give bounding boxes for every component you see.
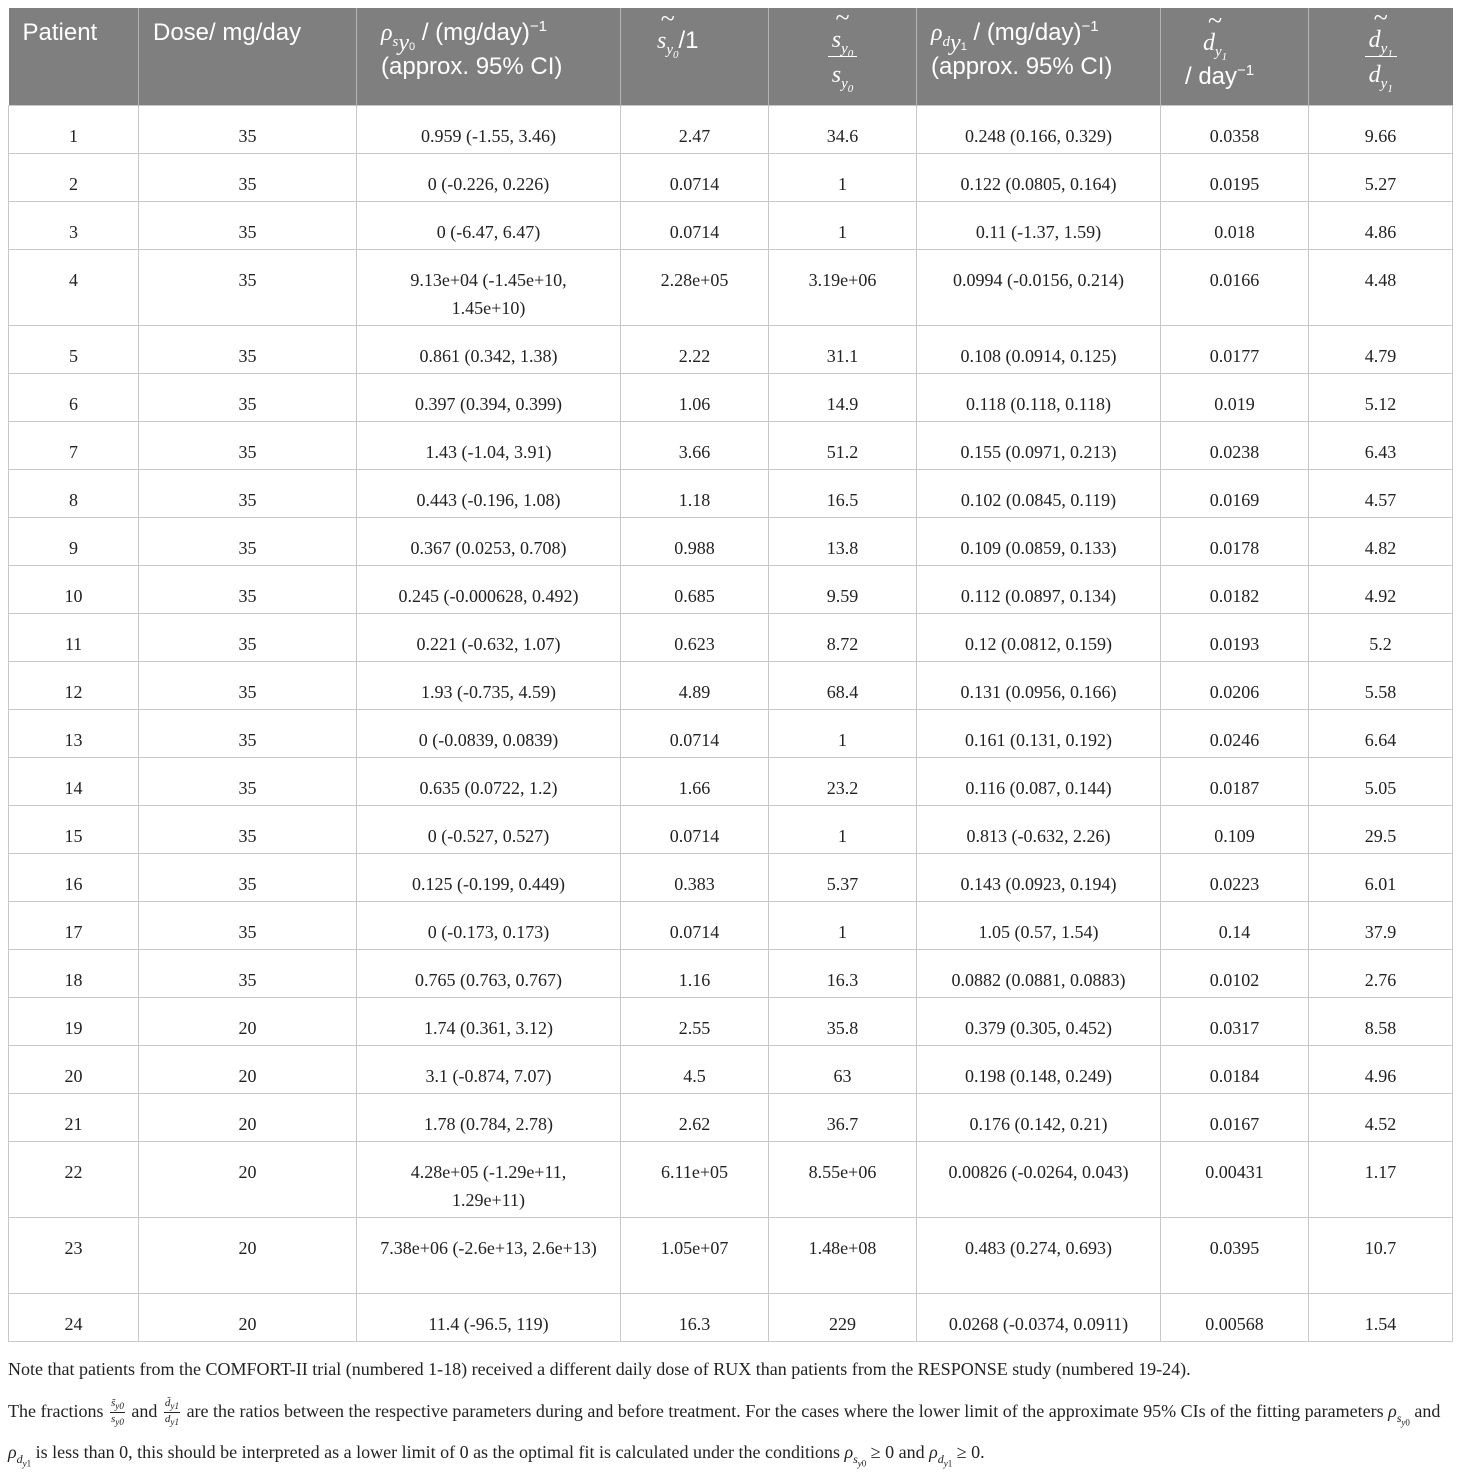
cell-d-tilde: 0.14 [1161,901,1309,949]
note-d-fraction: $\frac{d̃_{y1}}{d_{y1}}$ [164,1397,180,1428]
table-row [9,1293,1453,1341]
cell-s-ratio: 9.59 [769,565,917,613]
cell-d-ratio: 4.52 [1309,1093,1453,1141]
cell-d-tilde: 0.109 [1161,805,1309,853]
cell-patient: 21 [9,1093,139,1141]
cell-rho-s: 0.125 (-0.199, 0.449) [357,853,621,901]
cell-rho-s: 1.78 (0.784, 2.78) [357,1093,621,1141]
cell-patient: 6 [9,373,139,421]
cell-patient: 11 [9,613,139,661]
cell-rho-s: 1.43 (-1.04, 3.91) [357,421,621,469]
cell-s-ratio: 16.3 [769,949,917,997]
cell-s-ratio: 16.5 [769,469,917,517]
cell-rho-d: 0.12 (0.0812, 0.159) [917,613,1161,661]
cell-patient: 15 [9,805,139,853]
cell-rho-d: 0.116 (0.087, 0.144) [917,757,1161,805]
table-row [9,613,1453,661]
cell-d-tilde: 0.0102 [1161,949,1309,997]
cell-d-tilde: 0.0167 [1161,1093,1309,1141]
cell-rho-d: 0.248 (0.166, 0.329) [917,105,1161,153]
cell-patient: 9 [9,517,139,565]
cell-d-tilde: 0.0169 [1161,469,1309,517]
cell-d-tilde: 0.00431 [1161,1141,1309,1217]
cell-rho-d: 0.483 (0.274, 0.693) [917,1217,1161,1293]
cell-patient: 14 [9,757,139,805]
cell-s-tilde: 1.06 [621,373,769,421]
cell-dose: 35 [139,201,357,249]
cell-d-ratio: 1.54 [1309,1293,1453,1341]
cell-s-tilde: 0.383 [621,853,769,901]
cell-rho-s: 0.397 (0.394, 0.399) [357,373,621,421]
cell-d-ratio: 2.76 [1309,949,1453,997]
cell-rho-d: 0.161 (0.131, 0.192) [917,709,1161,757]
cell-s-ratio: 229 [769,1293,917,1341]
cell-rho-s: 0.245 (-0.000628, 0.492) [357,565,621,613]
table-row [9,1093,1453,1141]
cell-rho-d: 0.813 (-0.632, 2.26) [917,805,1161,853]
note-dose: Note that patients from the COMFORT-II trial (numbered 1-18) received a different daily dose of RUX than patients from the RESPONSE study (numbered 19-24). [8,1359,1191,1379]
cell-d-tilde: 0.0166 [1161,249,1309,325]
cell-s-ratio: 1 [769,153,917,201]
cell-d-ratio: 9.66 [1309,105,1453,153]
cell-rho-d: 0.0994 (-0.0156, 0.214) [917,249,1161,325]
table-row [9,153,1453,201]
cell-dose: 20 [139,1293,357,1341]
note-fractions: The fractions $\frac{s̃_{y0}}{s_{y0}}$ and $\frac{d̃_{y1}}{d_{y1}}$ are the ratios between the respective parameters during and before treatment. For the cases where the lower limit of the approximate 95% CIs of the fitting parameters $\rho_{s_{y0}}$ and $\rho_{d_{y1}}$ is less than 0, this should be interpreted as a lower limit of 0 as the optimal fit is calculated under the conditions $\rho_{s_{y0}} \ge 0$ and $\rho_{d_{y1}} \ge 0$. [8,1397,1441,1468]
cell-d-ratio: 5.2 [1309,613,1453,661]
cell-patient: 18 [9,949,139,997]
cell-patient: 2 [9,153,139,201]
table-row [9,201,1453,249]
cell-s-ratio: 35.8 [769,997,917,1045]
cell-s-tilde: 6.11e+05 [621,1141,769,1217]
cell-rho-s: 0 (-0.173, 0.173) [357,901,621,949]
cell-patient: 7 [9,421,139,469]
cell-patient: 3 [9,201,139,249]
table-row [9,949,1453,997]
cell-s-tilde: 0.0714 [621,709,769,757]
cell-d-tilde: 0.0193 [1161,613,1309,661]
cell-s-ratio: 1.48e+08 [769,1217,917,1293]
cell-s-tilde: 1.18 [621,469,769,517]
cell-s-tilde: 0.0714 [621,901,769,949]
header-s-ratio: ~ $\frac{s_{y_0}}{s_{y_0}}$ [769,8,917,105]
table-row [9,709,1453,757]
cell-d-tilde: 0.0206 [1161,661,1309,709]
cell-patient: 5 [9,325,139,373]
cell-d-ratio: 5.05 [1309,757,1453,805]
cell-rho-s: 0.221 (-0.632, 1.07) [357,613,621,661]
cell-d-tilde: 0.0395 [1161,1217,1309,1293]
cell-s-tilde: 0.0714 [621,153,769,201]
table-row [9,1217,1453,1293]
cell-rho-s: 0 (-0.527, 0.527) [357,805,621,853]
cell-rho-s: 4.28e+05 (-1.29e+11, 1.29e+11) [357,1141,621,1217]
table-row [9,565,1453,613]
cell-rho-s: 9.13e+04 (-1.45e+10, 1.45e+10) [357,249,621,325]
cell-dose: 35 [139,805,357,853]
cell-d-tilde: 0.0195 [1161,153,1309,201]
cell-dose: 35 [139,517,357,565]
cell-rho-s: 1.74 (0.361, 3.12) [357,997,621,1045]
table-row [9,757,1453,805]
cell-d-tilde: 0.019 [1161,373,1309,421]
cell-patient: 19 [9,997,139,1045]
table-row [9,421,1453,469]
cell-rho-d: 0.0268 (-0.0374, 0.0911) [917,1293,1161,1341]
table-row [9,805,1453,853]
cell-d-ratio: 10.7 [1309,1217,1453,1293]
cell-patient: 13 [9,709,139,757]
cell-d-ratio: 5.27 [1309,153,1453,201]
cell-dose: 35 [139,249,357,325]
cell-patient: 17 [9,901,139,949]
cell-rho-s: 0.635 (0.0722, 1.2) [357,757,621,805]
cell-patient: 24 [9,1293,139,1341]
cell-s-tilde: 2.22 [621,325,769,373]
cell-s-tilde: 3.66 [621,421,769,469]
cell-s-tilde: 0.0714 [621,805,769,853]
cell-dose: 35 [139,709,357,757]
cell-dose: 20 [139,1045,357,1093]
cell-dose: 35 [139,153,357,201]
cell-s-tilde: 4.5 [621,1045,769,1093]
header-rho-s: $\rho_{s_{y0}} / (mg/day)^{-1}$ (approx. 95% CI) [357,8,621,105]
cell-rho-s: 0.443 (-0.196, 1.08) [357,469,621,517]
cell-rho-d: 0.122 (0.0805, 0.164) [917,153,1161,201]
cell-d-tilde: 0.0187 [1161,757,1309,805]
cell-dose: 35 [139,373,357,421]
cell-dose: 35 [139,757,357,805]
table-row [9,997,1453,1045]
cell-s-ratio: 31.1 [769,325,917,373]
cell-s-tilde: 2.47 [621,105,769,153]
cell-d-ratio: 4.96 [1309,1045,1453,1093]
cell-s-tilde: 1.66 [621,757,769,805]
cell-rho-s: 11.4 (-96.5, 119) [357,1293,621,1341]
table-body [9,105,1453,1341]
header-patient: Patient [22,19,98,46]
cell-rho-d: 0.118 (0.118, 0.118) [917,373,1161,421]
table-row [9,901,1453,949]
cell-dose: 35 [139,325,357,373]
cell-dose: 35 [139,613,357,661]
cell-dose: 20 [139,997,357,1045]
header-d-tilde: ~ $d_{y_1}$ / day$^{-1}$ [1161,8,1309,105]
cell-d-ratio: 1.17 [1309,1141,1453,1217]
table-row [9,853,1453,901]
cell-rho-s: 0.959 (-1.55, 3.46) [357,105,621,153]
cell-d-tilde: 0.0182 [1161,565,1309,613]
cell-d-ratio: 5.12 [1309,373,1453,421]
cell-s-ratio: 34.6 [769,105,917,153]
cell-d-ratio: 4.57 [1309,469,1453,517]
cell-s-ratio: 23.2 [769,757,917,805]
cell-rho-d: 0.11 (-1.37, 1.59) [917,201,1161,249]
cell-dose: 35 [139,421,357,469]
cell-rho-s: 0.861 (0.342, 1.38) [357,325,621,373]
cell-d-ratio: 6.43 [1309,421,1453,469]
cell-d-tilde: 0.00568 [1161,1293,1309,1341]
cell-s-ratio: 8.55e+06 [769,1141,917,1217]
cell-rho-d: 0.198 (0.148, 0.249) [917,1045,1161,1093]
table-row [9,1045,1453,1093]
cell-s-ratio: 8.72 [769,613,917,661]
cell-s-ratio: 14.9 [769,373,917,421]
cell-rho-d: 0.112 (0.0897, 0.134) [917,565,1161,613]
cell-d-ratio: 4.79 [1309,325,1453,373]
cell-s-tilde: 1.16 [621,949,769,997]
cell-dose: 35 [139,469,357,517]
cell-d-ratio: 29.5 [1309,805,1453,853]
cell-s-tilde: 0.0714 [621,201,769,249]
cell-s-ratio: 51.2 [769,421,917,469]
table-header-row [9,8,1453,105]
cell-d-tilde: 0.0246 [1161,709,1309,757]
cell-d-ratio: 5.58 [1309,661,1453,709]
table-notes [8,1352,1452,1478]
cell-d-ratio: 8.58 [1309,997,1453,1045]
note-s-fraction: $\frac{s̃_{y0}}{s_{y0}}$ [110,1397,124,1428]
cell-d-ratio: 4.48 [1309,249,1453,325]
cell-s-tilde: 0.623 [621,613,769,661]
cell-d-tilde: 0.0177 [1161,325,1309,373]
header-dose: Dose/ mg/day [139,8,357,105]
cell-patient: 22 [9,1141,139,1217]
cell-rho-s: 3.1 (-0.874, 7.07) [357,1045,621,1093]
cell-d-tilde: 0.0178 [1161,517,1309,565]
cell-s-tilde: 0.988 [621,517,769,565]
cell-patient: 1 [9,105,139,153]
cell-s-tilde: 0.685 [621,565,769,613]
cell-s-ratio: 1 [769,901,917,949]
cell-dose: 35 [139,565,357,613]
cell-patient: 8 [9,469,139,517]
cell-patient: 20 [9,1045,139,1093]
cell-dose: 20 [139,1093,357,1141]
cell-d-tilde: 0.0223 [1161,853,1309,901]
cell-rho-d: 0.108 (0.0914, 0.125) [917,325,1161,373]
cell-rho-d: 0.109 (0.0859, 0.133) [917,517,1161,565]
cell-patient: 12 [9,661,139,709]
cell-rho-d: 0.00826 (-0.0264, 0.043) [917,1141,1161,1217]
cell-dose: 35 [139,661,357,709]
cell-s-ratio: 1 [769,805,917,853]
cell-dose: 35 [139,901,357,949]
cell-d-ratio: 37.9 [1309,901,1453,949]
cell-d-tilde: 0.0238 [1161,421,1309,469]
cell-d-ratio: 6.01 [1309,853,1453,901]
cell-s-tilde: 1.05e+07 [621,1217,769,1293]
cell-d-tilde: 0.0317 [1161,997,1309,1045]
results-table [8,8,1453,1342]
header-rho-d: $\rho_{d_{y1}} / (mg/day)^{-1}$ (approx. 95% CI) [917,8,1161,105]
cell-patient: 10 [9,565,139,613]
cell-rho-d: 0.155 (0.0971, 0.213) [917,421,1161,469]
table-row [9,661,1453,709]
cell-s-ratio: 13.8 [769,517,917,565]
cell-rho-d: 0.0882 (0.0881, 0.0883) [917,949,1161,997]
cell-patient: 23 [9,1217,139,1293]
cell-patient: 4 [9,249,139,325]
cell-d-tilde: 0.018 [1161,201,1309,249]
table-row [9,469,1453,517]
cell-dose: 35 [139,949,357,997]
table-row [9,105,1453,153]
cell-rho-d: 0.143 (0.0923, 0.194) [917,853,1161,901]
header-d-ratio: ~ $\frac{d_{y_1}}{d_{y_1}}$ [1309,8,1453,105]
cell-s-ratio: 36.7 [769,1093,917,1141]
cell-rho-s: 0 (-6.47, 6.47) [357,201,621,249]
cell-s-tilde: 2.28e+05 [621,249,769,325]
cell-rho-d: 0.102 (0.0845, 0.119) [917,469,1161,517]
cell-rho-s: 0.765 (0.763, 0.767) [357,949,621,997]
cell-d-ratio: 4.92 [1309,565,1453,613]
cell-dose: 35 [139,105,357,153]
table-row [9,325,1453,373]
cell-s-ratio: 3.19e+06 [769,249,917,325]
table-row [9,373,1453,421]
cell-rho-d: 0.176 (0.142, 0.21) [917,1093,1161,1141]
cell-rho-s: 1.93 (-0.735, 4.59) [357,661,621,709]
table-row [9,249,1453,325]
cell-dose: 20 [139,1217,357,1293]
cell-dose: 35 [139,853,357,901]
cell-s-ratio: 5.37 [769,853,917,901]
table-row [9,1141,1453,1217]
cell-s-tilde: 16.3 [621,1293,769,1341]
table-row [9,517,1453,565]
cell-dose: 20 [139,1141,357,1217]
cell-s-tilde: 2.62 [621,1093,769,1141]
cell-d-ratio: 4.82 [1309,517,1453,565]
cell-rho-s: 0 (-0.226, 0.226) [357,153,621,201]
cell-s-tilde: 2.55 [621,997,769,1045]
cell-rho-d: 0.131 (0.0956, 0.166) [917,661,1161,709]
cell-rho-s: 7.38e+06 (-2.6e+13, 2.6e+13) [357,1217,621,1293]
cell-s-tilde: 4.89 [621,661,769,709]
cell-patient: 16 [9,853,139,901]
cell-s-ratio: 1 [769,201,917,249]
cell-rho-d: 1.05 (0.57, 1.54) [917,901,1161,949]
results-table-container [8,8,1452,1342]
header-s-tilde: ~ $s_{y_0}/1$ [621,8,769,105]
cell-rho-d: 0.379 (0.305, 0.452) [917,997,1161,1045]
cell-s-ratio: 68.4 [769,661,917,709]
cell-d-ratio: 6.64 [1309,709,1453,757]
cell-d-tilde: 0.0184 [1161,1045,1309,1093]
cell-s-ratio: 63 [769,1045,917,1093]
cell-rho-s: 0.367 (0.0253, 0.708) [357,517,621,565]
cell-d-ratio: 4.86 [1309,201,1453,249]
cell-d-tilde: 0.0358 [1161,105,1309,153]
cell-s-ratio: 1 [769,709,917,757]
cell-rho-s: 0 (-0.0839, 0.0839) [357,709,621,757]
